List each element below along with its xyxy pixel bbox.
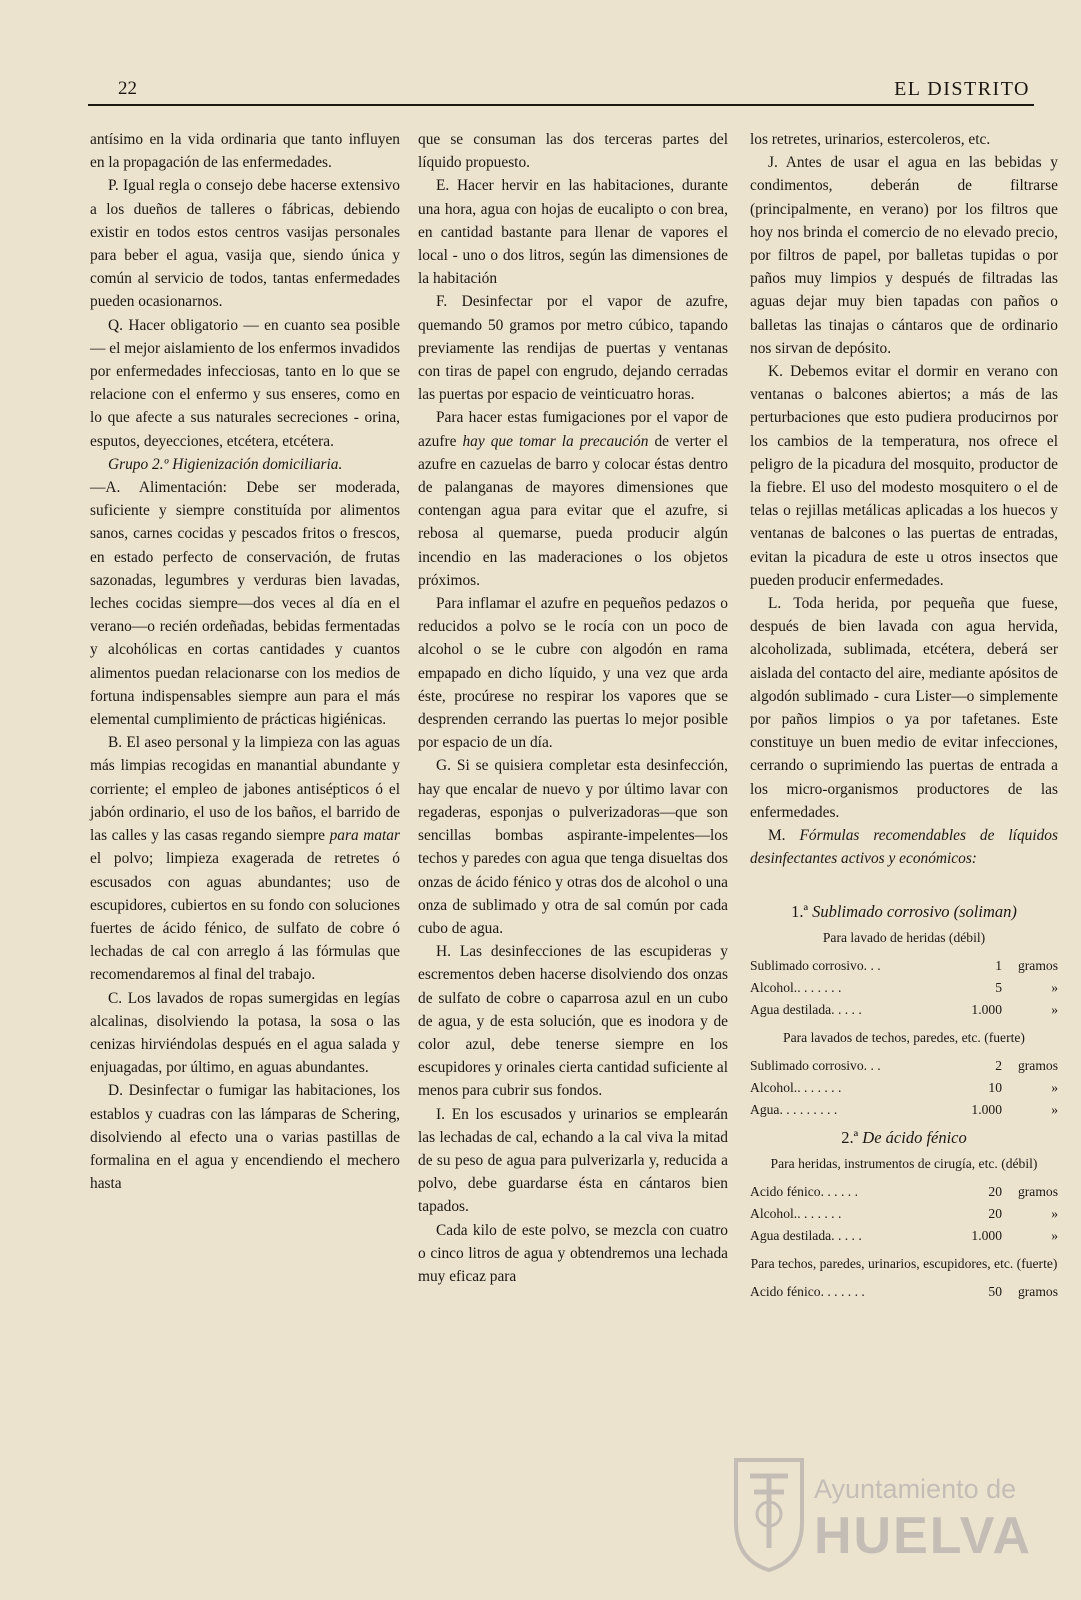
paragraph-kilo: Cada kilo de este polvo, se mezcla con cuatro o cinco litros de agua y obtendremos una lechada muy eficaz para: [418, 1221, 728, 1285]
ingredient-name: Alcohol.. . . . . . .: [750, 1205, 842, 1221]
ingredient-qty: 1.000: [971, 1227, 1002, 1243]
ingredient-unit: »: [1051, 1101, 1058, 1117]
paragraph-d: D. Desinfectar o fumigar las habitaciones, los establos y cuadras con las lámparas de Schering, disolviendo al efecto una o varias pastillas de formalina en el agua y encendiendo el mechero hasta: [90, 1082, 400, 1193]
paragraph-c: C. Los lavados de ropas sumergidas en legías alcalinas, disolviendo la potasa, la sosa o las cenizas hirviéndolas después en el agua salada y enjuagadas, por último, en aguas abundantes.: [90, 989, 400, 1077]
page-number: 22: [118, 78, 137, 99]
column-3: [750, 128, 1058, 1303]
paragraph-l: L. Toda herida, por pequeña que fuese, después de bien lavada con agua hervida, alcoholizada, sublimada, etcétera, deberá ser aislada del contacto del aire, mediante apósitos de algodón sublimado - cura Lister—o simplemente por paños limpios o ya por tafetanes. Este constituye un buen medio de evitar infecciones, cerrando o suprimiendo las puertas de entrada a los micro-organismos productores de las enfermedades.: [750, 595, 1058, 821]
paragraph-f: F. Desinfectar por el vapor de azufre, quemando 50 gramos por metro cúbico, tapando previamente las rendijas de puertas y ventanas con tiras de papel con engrudo, dejando cerradas las puertas por espacio de veinticuatro horas.: [418, 293, 728, 404]
paragraph-m: [750, 824, 1058, 870]
formula-row: [750, 1203, 1058, 1225]
ingredient-name: Agua. . . . . . . . .: [750, 1101, 838, 1117]
ingredient-unit: gramos: [1017, 1183, 1058, 1199]
formula-2-title: De ácido fénico: [862, 1127, 967, 1147]
ingredient-name: Agua destilada. . . . .: [750, 1227, 862, 1243]
paragraph: que se consuman las dos terceras partes del líquido propuesto.: [418, 131, 728, 172]
paragraph-k: K. Debemos evitar el dormir en verano con ventanas o balcones abiertos; a más de las perturbaciones que esto pudiera producirnos por los cambios de la temperatura, nos ofrece el peligro de la picadura del mosquito, productor de la fiebre. El uso del modesto mosquitero o el de telas o rejillas metálicas aplicadas a los huecos y ventanas de balcones o las puertas de entradas, evitan la picadura de este u otros insectos que pueden producir enfermedades.: [750, 363, 1058, 589]
watermark-line1: Ayuntamiento de: [814, 1474, 1017, 1504]
paragraph-b-text: B. El aseo personal y la limpieza con las aguas más limpias recogidas en manantial abundante y corriente; el empleo de jabones antisépticos ó el jabón ordinario, el uso de los baños, el barrido de las calles y las casas regando siempre: [90, 734, 400, 845]
m-letter: M.: [768, 827, 786, 845]
ingredient-unit: »: [1051, 1079, 1058, 1095]
watermark: [722, 1452, 1052, 1582]
formula-row: [750, 1077, 1058, 1099]
formula-row: [750, 1055, 1058, 1077]
fumigaciones-text: Para hacer estas fumigaciones por el vapor de azufre: [418, 409, 728, 450]
ingredient-name: Acido fénico. . . . . .: [750, 1183, 858, 1199]
watermark-line2: HUELVA: [814, 1507, 1033, 1565]
formula-row: [750, 999, 1058, 1021]
ingredient-qty: 1.000: [971, 1101, 1002, 1117]
formula-1b-subtitle: Para lavados de techos, paredes, etc. (fuerte): [783, 1029, 1025, 1045]
formula-1b-table: [750, 1055, 1058, 1121]
coat-of-arms-icon: [730, 1452, 808, 1572]
ingredient-qty: 10: [988, 1079, 1002, 1095]
ingredient-unit: »: [1051, 1001, 1058, 1017]
ingredient-qty: 50: [988, 1283, 1002, 1299]
column-2: [418, 128, 728, 1288]
paragraph-p: P. Igual regla o consejo debe hacerse extensivo a los dueños de talleres o fábricas, debiendo existir en todos estos centros vasijas personales para beber el agua, vasija que, siendo única y común al servicio de todos, tantas enfermedades pueden ocasionarnos.: [90, 177, 400, 311]
ingredient-unit: gramos: [1017, 1283, 1058, 1299]
ingredient-qty: 1.000: [971, 1001, 1002, 1017]
formulas-block: [750, 901, 1058, 1303]
ingredient-name: Sublimado corrosivo. . .: [750, 957, 881, 973]
fumigaciones-rest: de verter el azufre en cazuelas de barro y colocar éstas dentro de palanganas de mayores dimensiones que contengan agua para evitar que el azufre, si rebosa al quemarse, pueda producir algún incendio en las maderaciones o los objetos próximos.: [418, 432, 728, 589]
formula-2a-subtitle: Para heridas, instrumentos de cirugía, etc. (débil): [770, 1155, 1038, 1171]
formula-2a-table: [750, 1181, 1058, 1247]
ingredient-qty: 20: [988, 1183, 1002, 1199]
ingredient-name: Alcohol.. . . . . . .: [750, 1079, 842, 1095]
paragraph: los retretes, urinarios, estercoleros, etc.: [750, 131, 991, 148]
formula-row: [750, 1181, 1058, 1203]
ingredient-qty: 2: [995, 1057, 1002, 1073]
formula-1-title: Sublimado corrosivo (soliman): [812, 901, 1017, 921]
ingredient-unit: gramos: [1017, 957, 1058, 973]
page-header: [88, 78, 1038, 104]
paragraph-g: G. Si se quisiera completar esta desinfección, hay que encalar de nuevo y por último lavar con regaderas, esponjas o pulverizadoras—que son sencillas bombas aspirante-impelentes—los techos y paredes con agua que tenga disueltas dos onzas de ácido fénico y otras dos de alcohol o una onza de sublimado y otra de sal común por cada cubo de agua.: [418, 757, 728, 937]
formula-1a-subtitle: Para lavado de heridas (débil): [822, 929, 986, 945]
ingredient-qty: 5: [995, 979, 1002, 995]
paragraph-inflamar: Para inflamar el azufre en pequeños pedazos o reducidos a polvo se le rocía con un poco de alcohol o se le cubre con algodón en rama empapado en dicho líquido, y una vez que arda éste, procúrese no respirar los vapores que se desprenden cerrando las puertas lo mejor posible por espacio de un día.: [418, 595, 728, 752]
ingredient-unit: »: [1051, 1205, 1058, 1221]
m-text: Fórmulas recomendables de líquidos desinfectantes activos y económicos:: [750, 827, 1058, 868]
ingredient-unit: »: [1051, 979, 1058, 995]
ingredient-name: Alcohol.. . . . . . .: [750, 979, 842, 995]
ingredient-qty: 1: [995, 957, 1002, 973]
formula-1a-table: [750, 955, 1058, 1021]
paragraph-fumigaciones: [418, 406, 728, 592]
paragraph-q: Q. Hacer obligatorio — en cuanto sea posible — el mejor aislamiento de los enfermos invadidos por enfermedades infecciosas, tanto en lo que se relacione con el enfermo y sus enseres, como en lo que afecte a sus naturales secreciones - orina, esputos, deyecciones, etcétera, etcétera.: [90, 316, 400, 450]
ingredient-name: Acido fénico. . . . . . .: [750, 1283, 865, 1299]
formula-2-heading: [750, 1127, 1058, 1149]
paragraph-a: —A. Alimentación: Debe ser moderada, suficiente y siempre constituída por alimentos sanos, carnes cocidas y pescados fritos o frescos, en estado perfecto de conservación, de frutas sazonadas, legumbres y verduras bien lavadas, leches cocidas siempre—dos veces al día en el verano—o recién ordeñadas, bebidas fermentadas y alcohólicas en cortas cantidades y cuantos alimentos puedan relacionarse con los medios de fortuna indispensables siempre aun para el más elemental cumplimiento de prácticas higiénicas.: [90, 479, 400, 729]
formula-row: [750, 977, 1058, 999]
formula-row: [750, 1281, 1058, 1303]
formula-1-number: 1.ª: [791, 901, 809, 921]
group-2-heading: Grupo 2.º Higienización domiciliaria.: [108, 455, 343, 473]
section-heading: [90, 453, 400, 476]
formula-row: [750, 1099, 1058, 1121]
paragraph-i: I. En los escusados y urinarios se emplearán las lechadas de cal, echando a la cal viva la mitad de su peso de agua para pulverizarla y, reducida a polvo, debe guardarse ésta en cántaros bien tapados.: [418, 1105, 728, 1216]
formula-row: [750, 955, 1058, 977]
ingredient-qty: 20: [988, 1205, 1002, 1221]
header-rule: [88, 104, 1034, 106]
paragraph-j: J. Antes de usar el agua en las bebidas y condimentos, deberán de filtrarse (principalmente, en verano) por los filtros que hoy nos brinda el comercio de no elevado precio, por filtros de papel, por balletas tupidas o por paños muy limpios y después de filtradas las aguas dejar muy bien tapadas con paños o balletas las tinajas o cántaros que de ordinario nos sirvan de depósito.: [750, 154, 1058, 357]
ingredient-name: Agua destilada. . . . .: [750, 1001, 862, 1017]
formula-2b-subtitle: Para techos, paredes, urinarios, escupidores, etc. (fuerte): [750, 1255, 1058, 1271]
paragraph-b: [90, 731, 400, 986]
masthead-title: EL DISTRITO: [894, 78, 1030, 100]
ingredient-unit: gramos: [1017, 1057, 1058, 1073]
emphasis-para-matar: para matar: [329, 827, 400, 845]
ingredient-name: Sublimado corrosivo. . .: [750, 1057, 881, 1073]
paragraph-h: H. Las desinfecciones de las escupideras y escrementos deben hacerse disolviendo dos onzas de sulfato de cobre o caparrosa azul en un cubo de agua, y de esta solución, que es inodora y de color azul, debe tenerse siempre en los escupidores y orinales cierta cantidad suficiente al menos para cubrir sus fondos.: [418, 943, 728, 1100]
formula-2-number: 2.ª: [841, 1127, 859, 1147]
emphasis-precaucion: hay que tomar la precaución: [462, 432, 649, 450]
ingredient-unit: »: [1051, 1227, 1058, 1243]
column-1: [90, 128, 400, 1195]
formula-1-heading: [750, 901, 1058, 923]
formula-row: [750, 1225, 1058, 1247]
paragraph-b-rest: el polvo; limpieza exagerada de retretes ó escusados con aguas abundantes; uso de escupidores, cubiertos en su fondo con soluciones fuertes de ácido fénico, de sulfato de cobre ó lechadas de cal con arreglo á las fórmulas que recomendaremos al final del trabajo.: [90, 850, 400, 984]
paragraph-e: E. Hacer hervir en las habitaciones, durante una hora, agua con hojas de eucalipto o con brea, en cantidad bastante para llenar de vapores el local - uno o dos litros, según las dimensiones de la habitación: [418, 177, 728, 288]
formula-2b-table: [750, 1281, 1058, 1303]
paragraph: antísimo en la vida ordinaria que tanto influyen en la propagación de las enfermedades.: [90, 131, 400, 172]
